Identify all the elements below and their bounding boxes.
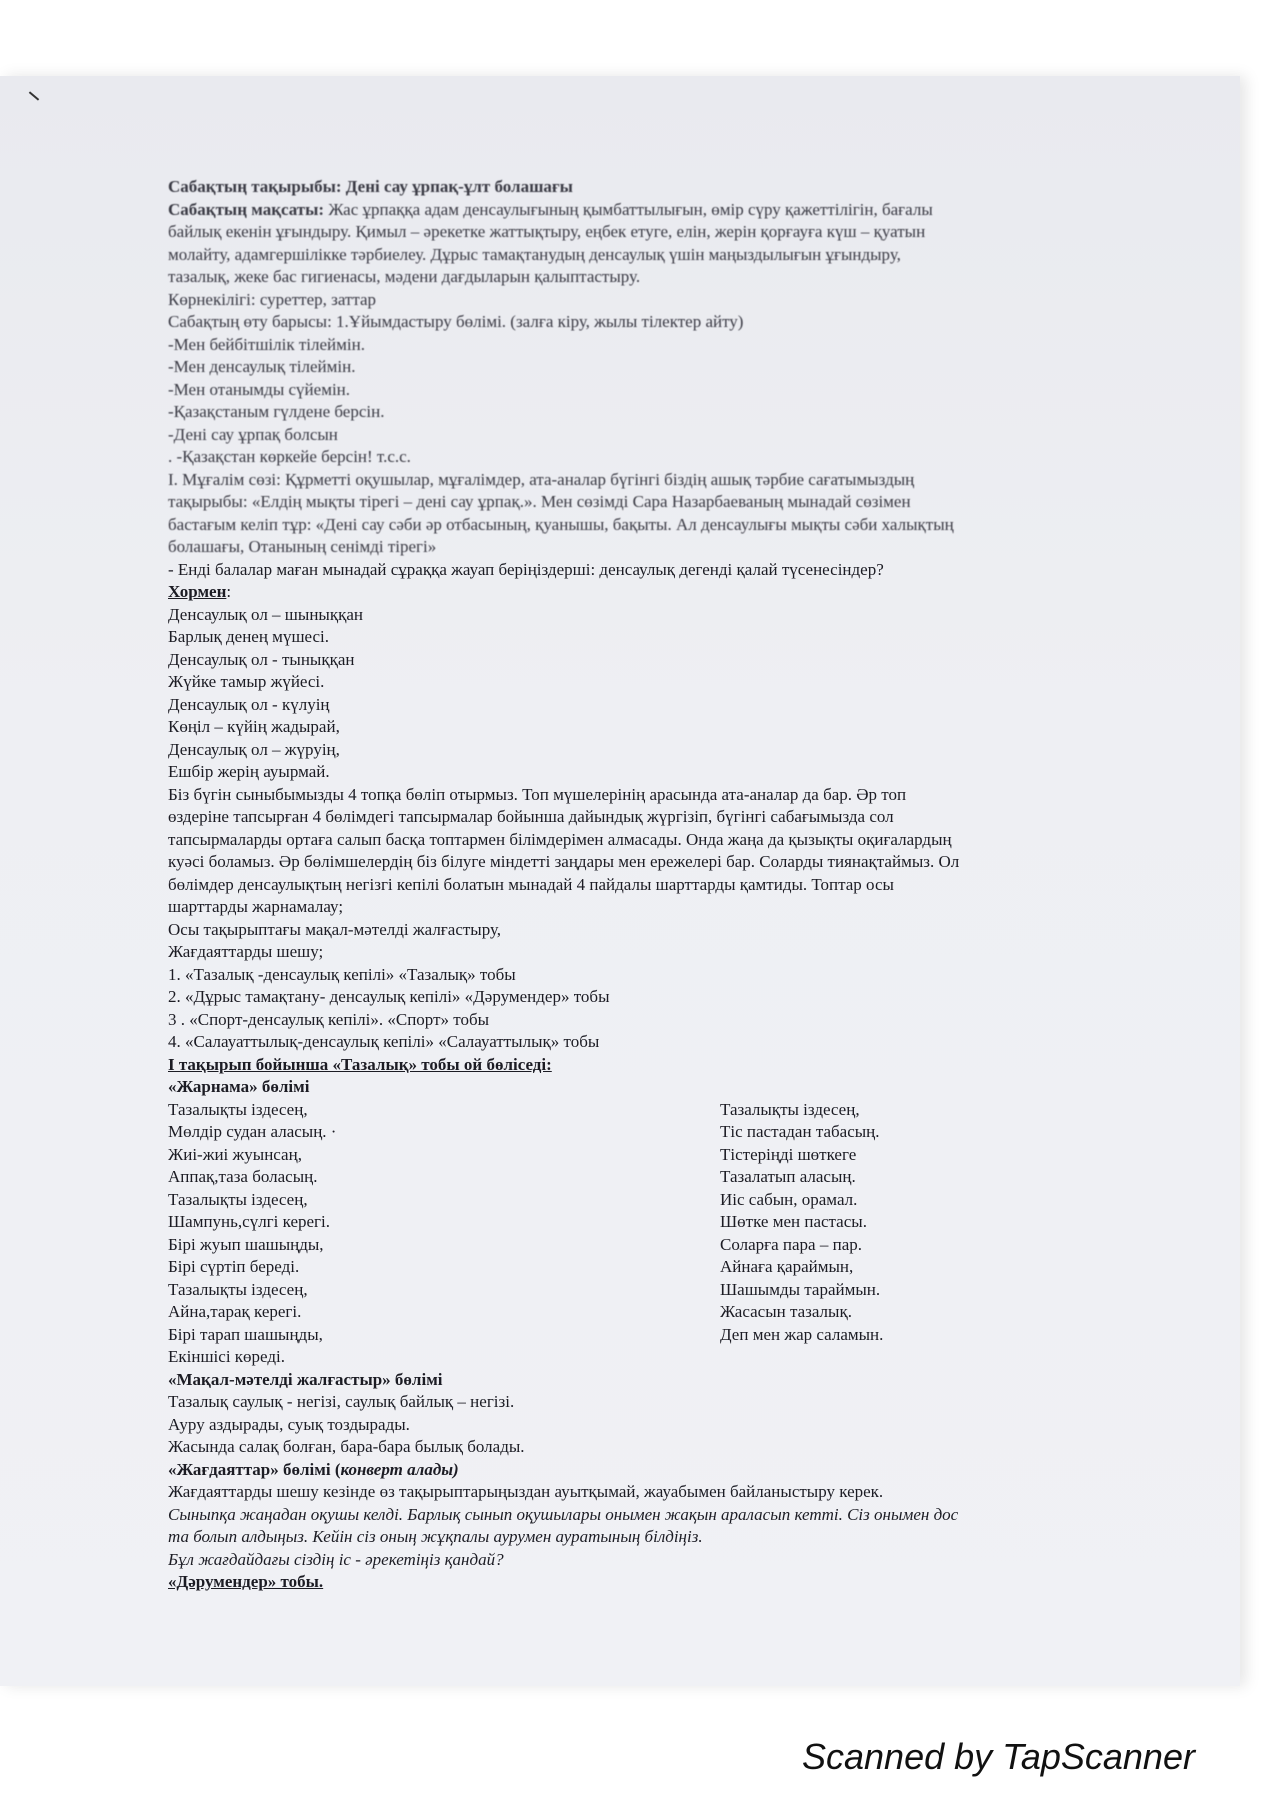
teacher-question: - Енді балалар маған мынадай сұраққа жауап беріңіздерші: денсаулық дегенді қалай түсенесіндер? <box>168 559 884 579</box>
intro-line: өздеріне тапсырған 4 бөлімдегі тапсырмалар бойынша дайындық жүргізіп, бүгінгі сабағымызда сол <box>168 807 894 826</box>
poem-line: Тазалықты іздесең, <box>168 1189 308 1209</box>
group-item: 2. «Дұрыс тамақтану- денсаулық кепілі» «Дәрумендер» тобы <box>168 987 610 1006</box>
teacher-speech-line: тақырыбы: «Елдің мықты тірегі – дені сау ұрпақ.». Мен сөзімді Сара Назарбаеваның мынадай сөзімен <box>168 492 911 511</box>
poem-line: Шампунь,сүлгі керегі. <box>168 1212 330 1231</box>
intro-line: бөлімдер денсаулықтың негізгі кепілі болатын мынадай 4 пайдалы шарттарды қамтиды. Топтар осы <box>168 874 894 894</box>
goal-line: молайту, адамгершілікке тәрбиелеу. Дұрыс тамақтанудың денсаулық үшін маңыздылығын ұғындыру, <box>168 244 901 264</box>
situations-heading: «Жағдаяттар» бөлімі (конверт алады) <box>168 1459 459 1479</box>
goal-line: тазалық, жеке бас гигиенасы, мәдени дағдыларын қалыптастыру. <box>168 267 641 286</box>
intro-line: шарттарды жарнамалау; <box>168 897 344 916</box>
poem-left-column <box>168 1099 720 1369</box>
poem-line: Тазалықты іздесең, <box>168 1279 308 1299</box>
poem-line: Деп мен жар саламын. <box>720 1324 884 1344</box>
scanner-watermark: Scanned by TapScanner <box>802 1736 1195 1777</box>
poem-line: Мөлдір судан аласың. · <box>168 1122 337 1141</box>
poem-line: Жиі-жиі жуынсаң, <box>168 1144 302 1164</box>
poem-line: Тістеріңді шөткеге <box>720 1144 857 1164</box>
situation-case-line: та болып алдыңыз. Кейін сіз оның жұқпалы аурумен ауратының білдіңіз. <box>168 1527 703 1546</box>
intro-line: Біз бүгін сыныбымызды 4 топқа бөліп отырмыз. Топ мүшелерінің арасында ата-аналар да бар. Әр топ <box>168 784 907 804</box>
group-item: 1. «Тазалық -денсаулық кепілі» «Тазалық» тобы <box>168 964 516 984</box>
poem-line: Тазалықты іздесең, <box>168 1099 308 1119</box>
visual-aids: Көрнекілігі: суреттер, заттар <box>168 289 377 309</box>
poem-line: Тазалықты іздесең, <box>720 1099 860 1119</box>
chorus-line: Ешбір жерің ауырмай. <box>168 762 330 781</box>
proverb-line: Тазалық саулық - негізі, саулық байлық – негізі. <box>168 1392 515 1411</box>
poem-line: Аппақ,таза боласың. <box>168 1167 318 1186</box>
intro-line: куәсі боламыз. Әр бөлімшелердің біз білуге міндетті заңдары мен ережелері бар. Соларды тиянақтаймыз. Ол <box>168 852 960 871</box>
poem-columns <box>168 1099 1228 1369</box>
situations-instruction: Жағдаяттарды шешу кезінде өз тақырыптарыңыздан ауытқымай, жауабымен байланыстыру керек. <box>168 1482 884 1501</box>
poem-line: Тазалатып аласың. <box>720 1167 856 1186</box>
advert-subheading: «Жарнама» бөлімі <box>168 1077 310 1096</box>
poem-line: Шөтке мен пастасы. <box>720 1212 867 1231</box>
lesson-title: Сабақтың тақырыбы: Дені сау ұрпақ-ұлт болашағы <box>168 177 573 196</box>
proverb-line: Ауру аздырады, суық тоздырады. <box>168 1414 410 1434</box>
poem-line: Жасасын тазалық. <box>720 1302 852 1321</box>
document-body <box>168 176 1228 1594</box>
chorus-line: Көңіл – күйің жадырай, <box>168 717 340 736</box>
teacher-speech-line: болашағы, Отанының сенімді тірегі» <box>168 537 437 556</box>
poem-line: Екіншісі көреді. <box>168 1347 285 1366</box>
chorus-line: Денсаулық ол – шыныққан <box>168 604 364 624</box>
poem-line: Соларға пара – пар. <box>720 1234 862 1254</box>
group-item: 3 . «Спорт-денсаулық кепілі». «Спорт» тобы <box>168 1009 490 1029</box>
teacher-speech-line: бастағым келіп тұр: «Дені сау сәби әр отбасының, қуанышы, бақыты. Ал денсаулығы мықты сәби халықтың <box>168 514 954 534</box>
chorus-heading: Хормен: <box>168 582 232 601</box>
group-item: 4. «Салауаттылық-денсаулық кепілі» «Салауаттылық» тобы <box>168 1032 600 1051</box>
lesson-goal: Сабақтың мақсаты: Жас ұрпаққа адам денсаулығының қымбаттылығын, өмір сүру қажеттілігін, бағалы <box>168 199 933 219</box>
wish-line: -Мен отанымды сүйемін. <box>168 379 351 399</box>
intro-line: тапсырмаларды ортаға салып басқа топтармен білімдерімен алмасады. Онда жаңа да қызықты оқиғалардың <box>168 829 952 849</box>
vitamins-group-heading: «Дәрумендер» тобы. <box>168 1572 324 1591</box>
chorus-line: Жүйке тамыр жүйесі. <box>168 672 325 691</box>
poem-line: Айнаға қараймын, <box>720 1257 854 1276</box>
poem-line: Тіс пастадан табасың. <box>720 1122 880 1141</box>
intro-line: Осы тақырыптағы мақал-мәтелді жалғастыру, <box>168 919 502 939</box>
teacher-speech-line: I. Мұғалім сөзі: Құрметті оқушылар, мұғалімдер, ата-аналар бүгінгі біздің ашық тәрбие сағатымыздың <box>168 469 915 489</box>
chorus-line: Денсаулық ол - тыныққан <box>168 649 355 669</box>
situation-case-line: Бұл жағдайдағы сіздің іс - әрекетіңіз қандай? <box>168 1549 504 1569</box>
wish-line: -Қазақстаным гүлдене берсін. <box>168 402 385 421</box>
poem-line: Иіс сабын, орамал. <box>720 1189 858 1209</box>
poem-line: Шашымды тараймын. <box>720 1279 881 1299</box>
wish-line: . -Қазақстан көркейе берсін! т.с.с. <box>168 447 411 466</box>
proverb-line: Жасында салақ болған, бара-бара былық болады. <box>168 1437 525 1456</box>
chorus-line: Денсаулық ол – жүруің, <box>168 739 340 759</box>
poem-right-column <box>720 1099 1200 1369</box>
poem-line: Бірі жуып шашыңды, <box>168 1234 324 1254</box>
wish-line: -Мен денсаулық тілеймін. <box>168 357 356 376</box>
poem-line: Бірі сүртіп береді. <box>168 1257 300 1276</box>
goal-line: байлық екенін ұғындыру. Қимыл – әрекетке жаттықтыру, еңбек етуге, елін, жерін қорғауға күш – қуатын <box>168 222 926 241</box>
proverbs-heading: «Мақал-мәтелді жалғастыр» бөлімі <box>168 1369 443 1389</box>
intro-line: Жағдаяттарды шешу; <box>168 942 324 961</box>
lesson-course: Сабақтың өту барысы: 1.Ұйымдастыру бөлімі. (залға кіру, жылы тілектер айту) <box>168 312 744 331</box>
poem-line: Айна,тарақ керегі. <box>168 1302 302 1321</box>
situation-case-line: Сыныпқа жаңадан оқушы келді. Барлық сынып оқушылары онымен жақын араласып кетті. Сіз онымен дос <box>168 1504 959 1524</box>
wish-line: -Мен бейбітшілік тілеймін. <box>168 334 365 354</box>
poem-line: Бірі тарап шашыңды, <box>168 1324 323 1344</box>
chorus-line: Барлық денең мүшесі. <box>168 627 330 646</box>
section-heading: І тақырып бойынша «Тазалық» тобы ой бөліседі: <box>168 1054 552 1074</box>
wish-line: -Дені сау ұрпақ болсын <box>168 424 338 444</box>
chorus-line: Денсаулық ол - күлуің <box>168 694 330 714</box>
